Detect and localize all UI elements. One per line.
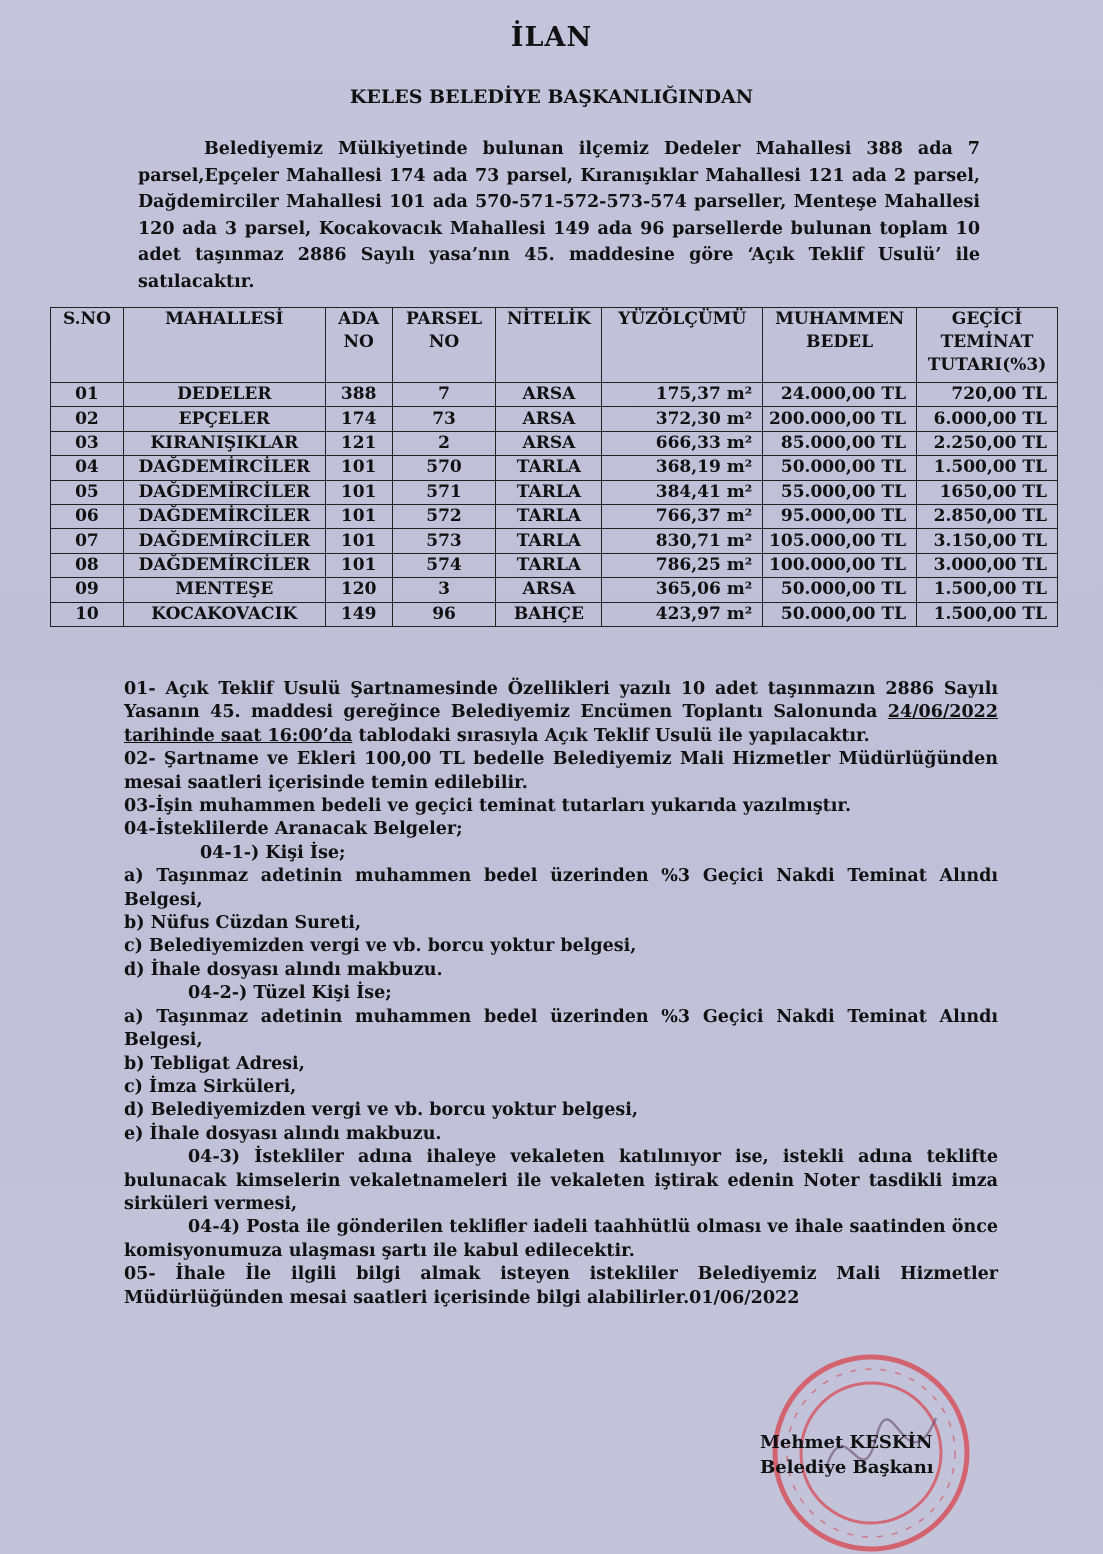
cell-parsel-no: 7 (392, 383, 496, 407)
cell-ada-no: 149 (325, 602, 392, 626)
cell-yuzolcumu: 365,06 m² (602, 578, 763, 602)
signer-name: Mehmet KESKİN (760, 1432, 933, 1453)
intro-paragraph: Belediyemiz Mülkiyetinde bulunan ilçemiz Dedeler Mahallesi 388 ada 7 parsel,Epçeler Mahallesi 174 ada 73 parsel, Kıranışıklar Mahallesi 121 ada 2 parsel, Dağdemirciler Mahallesi 101 ada 570-571-572-573-574 parseller, Menteşe Mahallesi 120 ada 3 parsel, Kocakovacık Mahallesi 149 ada 96 parsellerde bulunan toplam 10 adet taşınmaz 2886 Sayılı yasa’nın 45. maddesine göre ‘Açık Teklif Usulü’ ile satılacaktır. (138, 139, 980, 292)
cell-muhammen-bedel: 50.000,00 TL (763, 602, 917, 626)
cell-sno: 02 (51, 407, 124, 431)
cell-mahallesi: KIRANIŞIKLAR (123, 431, 325, 455)
clause-04-1-c: c) Belediyemizden vergi ve vb. borcu yoktur belgesi, (124, 936, 637, 957)
cell-muhammen-bedel: 105.000,00 TL (763, 529, 917, 553)
cell-parsel-no: 571 (392, 480, 496, 504)
cell-gecici-teminat: 1.500,00 TL (917, 456, 1058, 480)
cell-parsel-no: 574 (392, 553, 496, 577)
cell-nitelik: BAHÇE (496, 602, 602, 626)
cell-parsel-no: 573 (392, 529, 496, 553)
cell-yuzolcumu: 368,19 m² (602, 456, 763, 480)
table-row (51, 504, 1058, 528)
cell-gecici-teminat: 1.500,00 TL (917, 602, 1058, 626)
cell-parsel-no: 572 (392, 504, 496, 528)
cell-muhammen-bedel: 85.000,00 TL (763, 431, 917, 455)
clause-04-1-a: a) Taşınmaz adetinin muhammen bedel üzerinden %3 Geçici Nakdi Teminat Alındı Belgesi, (124, 866, 998, 910)
cell-muhammen-bedel: 50.000,00 TL (763, 578, 917, 602)
header-gecici-teminat: GEÇİCİ TEMİNAT TUTARI(%3) (917, 308, 1058, 383)
cell-yuzolcumu: 372,30 m² (602, 407, 763, 431)
conditions-section (124, 678, 998, 1310)
clause-05: 05- İhale İle ilgili bilgi almak isteyen istekliler Belediyemiz Mali Hizmetler Müdürlüğünden mesai saatleri içerisinde bilgi alabilirler.01/06/2022 (124, 1264, 998, 1308)
cell-parsel-no: 3 (392, 578, 496, 602)
cell-mahallesi: DEDELER (123, 383, 325, 407)
cell-gecici-teminat: 3.000,00 TL (917, 553, 1058, 577)
cell-sno: 10 (51, 602, 124, 626)
clause-04-2-e: e) İhale dosyası alındı makbuzu. (124, 1123, 442, 1144)
table-row (51, 431, 1058, 455)
clause-04-3: 04-3) İstekliler adına ihaleye vekaleten katılınıyor ise, istekli adına teklifte bulunacak kimselerin vekaletnameleri ile vekaleten iştirak edenin Noter tasdikli imza sirküleri vermesi, (124, 1147, 998, 1214)
clause-04-1-d: d) İhale dosyası alındı makbuzu. (124, 959, 443, 980)
header-ada-no: ADA NO (325, 308, 392, 383)
cell-muhammen-bedel: 24.000,00 TL (763, 383, 917, 407)
clause-04-2-b: b) Tebligat Adresi, (124, 1053, 305, 1074)
cell-ada-no: 174 (325, 407, 392, 431)
cell-ada-no: 101 (325, 480, 392, 504)
clause-01-text-end: tablodaki sırasıyla Açık Teklif Usulü ile yapılacaktır. (352, 725, 870, 746)
cell-sno: 01 (51, 383, 124, 407)
cell-yuzolcumu: 786,25 m² (602, 553, 763, 577)
table-row (51, 456, 1058, 480)
table-row (51, 553, 1058, 577)
cell-gecici-teminat: 2.850,00 TL (917, 504, 1058, 528)
signature-block (760, 1430, 934, 1480)
cell-nitelik: TARLA (496, 553, 602, 577)
cell-yuzolcumu: 666,33 m² (602, 431, 763, 455)
cell-ada-no: 121 (325, 431, 392, 455)
clause-02: 02- Şartname ve Ekleri 100,00 TL bedelle Belediyemiz Mali Hizmetler Müdürlüğünden mesai saatleri içerisinde temin edilebilir. (124, 749, 998, 793)
cell-nitelik: TARLA (496, 504, 602, 528)
cell-mahallesi: EPÇELER (123, 407, 325, 431)
cell-mahallesi: DAĞDEMİRCİLER (123, 456, 325, 480)
clause-04-1: 04-1-) Kişi İse; (200, 842, 346, 863)
cell-gecici-teminat: 1650,00 TL (917, 480, 1058, 504)
cell-muhammen-bedel: 95.000,00 TL (763, 504, 917, 528)
cell-muhammen-bedel: 100.000,00 TL (763, 553, 917, 577)
clause-04-2-a: a) Taşınmaz adetinin muhammen bedel üzerinden %3 Geçici Nakdi Teminat Alındı Belgesi, (124, 1006, 998, 1051)
cell-gecici-teminat: 1.500,00 TL (917, 578, 1058, 602)
header-parsel-no: PARSEL NO (392, 308, 496, 383)
cell-nitelik: ARSA (496, 383, 602, 407)
cell-sno: 03 (51, 431, 124, 455)
cell-ada-no: 101 (325, 529, 392, 553)
cell-yuzolcumu: 830,71 m² (602, 529, 763, 553)
table-row (51, 480, 1058, 504)
clause-03: 03-İşin muhammen bedeli ve geçici teminat tutarları yukarıda yazılmıştır. (124, 796, 852, 817)
cell-mahallesi: MENTEŞE (123, 578, 325, 602)
table-row (51, 578, 1058, 602)
cell-yuzolcumu: 766,37 m² (602, 504, 763, 528)
table-row (51, 407, 1058, 431)
signer-role: Belediye Başkanı (760, 1457, 934, 1478)
cell-ada-no: 101 (325, 553, 392, 577)
header-muhammen-bedel: MUHAMMEN BEDEL (763, 308, 917, 383)
header-yuzolcumu: YÜZÖLÇÜMÜ (602, 308, 763, 383)
cell-sno: 06 (51, 504, 124, 528)
cell-sno: 07 (51, 529, 124, 553)
header-mahallesi: MAHALLESİ (123, 308, 325, 383)
header-sno: S.NO (51, 308, 124, 383)
cell-yuzolcumu: 423,97 m² (602, 602, 763, 626)
cell-muhammen-bedel: 200.000,00 TL (763, 407, 917, 431)
clause-04-2-c: c) İmza Sirküleri, (124, 1076, 297, 1097)
cell-mahallesi: DAĞDEMİRCİLER (123, 480, 325, 504)
cell-mahallesi: DAĞDEMİRCİLER (123, 504, 325, 528)
cell-nitelik: ARSA (496, 578, 602, 602)
clause-04: 04-İsteklilerde Aranacak Belgeler; (124, 819, 463, 840)
cell-nitelik: ARSA (496, 431, 602, 455)
document-title: İLAN (510, 22, 593, 53)
cell-muhammen-bedel: 55.000,00 TL (763, 480, 917, 504)
cell-muhammen-bedel: 50.000,00 TL (763, 456, 917, 480)
clause-04-2-d: d) Belediyemizden vergi ve vb. borcu yoktur belgesi, (124, 1100, 638, 1121)
cell-yuzolcumu: 175,37 m² (602, 383, 763, 407)
cell-sno: 04 (51, 456, 124, 480)
cell-yuzolcumu: 384,41 m² (602, 480, 763, 504)
cell-nitelik: TARLA (496, 456, 602, 480)
property-table (50, 307, 1058, 627)
table-header-row (51, 308, 1058, 383)
document-subtitle: KELES BELEDİYE BAŞKANLIĞINDAN (349, 86, 754, 108)
clause-04-1-b: b) Nüfus Cüzdan Sureti, (124, 913, 362, 934)
cell-mahallesi: DAĞDEMİRCİLER (123, 553, 325, 577)
cell-gecici-teminat: 2.250,00 TL (917, 431, 1058, 455)
cell-ada-no: 388 (325, 383, 392, 407)
table-row (51, 383, 1058, 407)
cell-mahallesi: DAĞDEMİRCİLER (123, 529, 325, 553)
clause-01 (124, 678, 998, 748)
cell-nitelik: ARSA (496, 407, 602, 431)
cell-parsel-no: 96 (392, 602, 496, 626)
cell-gecici-teminat: 6.000,00 TL (917, 407, 1058, 431)
header-nitelik: NİTELİK (496, 308, 602, 383)
cell-parsel-no: 2 (392, 431, 496, 455)
cell-sno: 05 (51, 480, 124, 504)
cell-nitelik: TARLA (496, 480, 602, 504)
table-row (51, 529, 1058, 553)
table-body (51, 383, 1058, 627)
clause-04-4: 04-4) Posta ile gönderilen teklifler iadeli taahhütlü olması ve ihale saatinden önce komisyonumuza ulaşması şartı ile kabul edilecektir. (124, 1217, 998, 1261)
cell-ada-no: 101 (325, 456, 392, 480)
cell-parsel-no: 73 (392, 407, 496, 431)
table-row (51, 602, 1058, 626)
cell-nitelik: TARLA (496, 529, 602, 553)
clause-04-2: 04-2-) Tüzel Kişi İse; (188, 983, 392, 1004)
clause-01-text: 01- Açık Teklif Usulü Şartnamesinde Özellikleri yazılı 10 adet taşınmazın 2886 Sayılı Yasanın 45. maddesi gereğince Belediyemiz Encümen Toplantı Salonunda (124, 679, 998, 723)
cell-gecici-teminat: 720,00 TL (917, 383, 1058, 407)
cell-gecici-teminat: 3.150,00 TL (917, 529, 1058, 553)
cell-ada-no: 101 (325, 504, 392, 528)
auction-date: 24/06/2022 tarihinde saat 16:00’da (124, 702, 998, 746)
cell-sno: 08 (51, 553, 124, 577)
cell-mahallesi: KOCAKOVACIK (123, 602, 325, 626)
cell-ada-no: 120 (325, 578, 392, 602)
cell-parsel-no: 570 (392, 456, 496, 480)
cell-sno: 09 (51, 578, 124, 602)
